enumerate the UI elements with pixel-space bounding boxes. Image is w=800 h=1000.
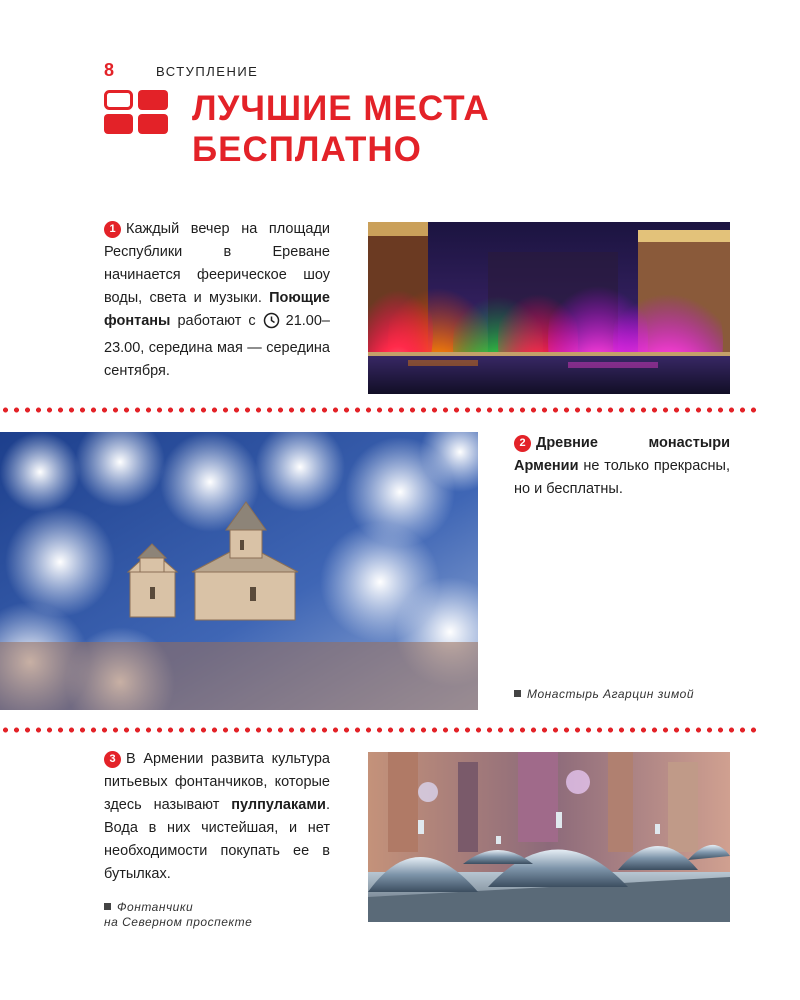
item-1-text: 1 Каждый вечер на площади Республики в Ереване начинается феерическое шоу воды, света и музыки. Поющие фонтаны работают с 21.00–23.00, середина мая — середина сентября. xyxy=(104,221,330,379)
clock-icon xyxy=(263,312,280,337)
haghartsin-monastery-photo xyxy=(0,432,478,710)
caption-marker-icon xyxy=(514,690,521,697)
item-1-number: 1 xyxy=(104,221,121,238)
item-2-text: 2 Древние монастыри Армении не только прекрасны, но и бесплатны. xyxy=(514,435,730,497)
item-3-number: 3 xyxy=(104,751,121,768)
caption-marker-icon xyxy=(104,903,111,910)
section-label: ВСТУПЛЕНИЕ xyxy=(156,64,259,79)
pulpulak-fountains-photo xyxy=(368,752,730,922)
page-title: ЛУЧШИЕ МЕСТА БЕСПЛАТНО xyxy=(192,89,490,169)
page-number: 8 xyxy=(104,60,115,80)
item-2-number: 2 xyxy=(514,435,531,452)
dotted-divider-2 xyxy=(0,727,760,733)
caption-monastery: Монастырь Агарцин зимой xyxy=(514,687,730,702)
dotted-divider-1 xyxy=(0,407,760,413)
caption-fountains: Фонтанчики на Северном проспекте xyxy=(104,900,253,929)
singing-fountains-photo xyxy=(368,222,730,394)
grid-logo-icon xyxy=(104,90,168,134)
item-3-text: 3 В Армении развита культура питьевых фонтанчиков, которые здесь называют пулпулаками. Вода в них чистейшая, и нет необходимости покупать ее в бутылках. xyxy=(104,751,330,882)
